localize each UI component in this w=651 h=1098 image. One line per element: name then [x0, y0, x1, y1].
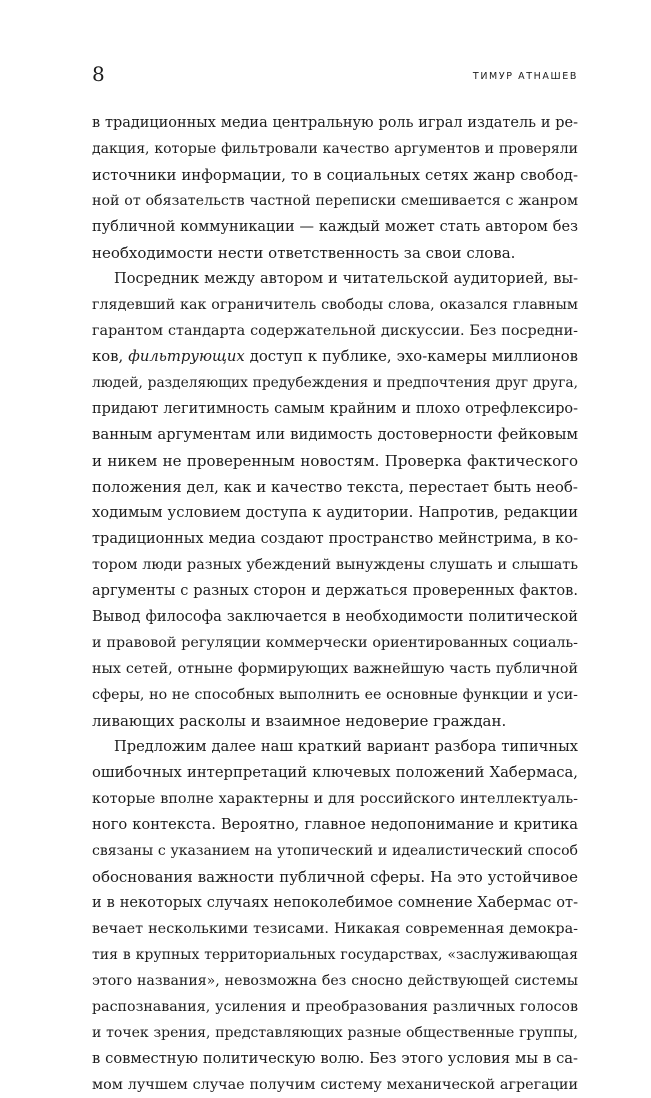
text-line: и никем не проверенным новостям. Проверка фактического — [92, 452, 578, 470]
text-line: ного контекста. Вероятно, главное недопонимание и критика — [92, 816, 578, 833]
text-line: положения дел, как и качество текста, перестает быть необ- — [92, 478, 578, 496]
text-line: людей, разделяющих предубеждения и предпочтения друг друга, — [92, 375, 578, 391]
text-line: аргументы с разных сторон и держаться проверенных фактов. — [92, 582, 578, 599]
text-line: Посредник между автором и читательской аудиторией, вы- — [114, 270, 578, 287]
text-line: ванным аргументам или видимость достоверности фейковым — [92, 426, 578, 443]
italic-word: фильтрующих — [128, 348, 245, 365]
text-line: обоснования важности публичной сферы. На это устойчивое — [92, 868, 578, 886]
text-line: придают легитимность самым крайним и плохо отрефлексиро- — [92, 401, 578, 417]
text-line: ошибочных интерпретаций ключевых положений Хабермаса, — [92, 764, 578, 781]
running-head-author: ТИМУР АТНАШЕВ — [472, 71, 578, 82]
text-line: гарантом стандарта содержательной дискуссии. Без посредни- — [92, 323, 578, 339]
text-line: необходимости нести ответственность за свои слова. — [92, 244, 516, 262]
text-line: мом лучшем случае получим систему механической агрегации — [92, 1077, 578, 1093]
text-line: которые вполне характерны и для российского интеллектуаль- — [92, 791, 578, 807]
text-line — [92, 344, 578, 370]
text-line: и точек зрения, представляющих разные общественные группы, — [92, 1025, 578, 1041]
text-line: связаны с указанием на утопический и идеалистический способ — [92, 843, 578, 859]
text-line: сферы, но не способных выполнить ее основные функции и уси- — [92, 687, 578, 703]
body-text — [92, 110, 578, 1098]
text-line: ливающих расколы и взаимное недоверие граждан. — [92, 712, 507, 730]
text-line: ных сетей, отныне формирующих важнейшую часть публичной — [92, 661, 578, 677]
text-line: распознавания, усиления и преобразования различных голосов — [92, 999, 578, 1015]
text-line: Предложим далее наш краткий вариант разбора типичных — [114, 738, 578, 755]
text-line: в традиционных медиа центральную роль играл издатель и ре- — [92, 115, 578, 131]
text-line: этого названия», невозможна без сносно действующей системы — [92, 973, 578, 989]
text-line: тором люди разных убеждений вынуждены слушать и слышать — [92, 557, 578, 573]
text-line: глядевший как ограничитель свободы слова, оказался главным — [92, 297, 578, 313]
text-line: тия в крупных территориальных государствах, «заслуживающая — [92, 947, 578, 963]
text-line: и правовой регуляции коммерчески ориентированных социаль- — [92, 635, 578, 651]
page-header — [92, 60, 578, 90]
text-line: источники информации, то в социальных сетях жанр свобод- — [92, 166, 578, 184]
text-line: традиционных медиа создают пространство мейнстрима, в ко- — [92, 531, 578, 547]
text-line: и в некоторых случаях непоколебимое сомнение Хабермас от- — [92, 894, 578, 911]
text-line: Вывод философа заключается в необходимости политической — [92, 608, 578, 625]
text-line: в совместную политическую волю. Без этого условия мы в са- — [92, 1050, 578, 1067]
text-line: вечает несколькими тезисами. Никакая современная демокра- — [92, 921, 578, 937]
text-segment: доступ к публике, эхо-камеры миллионов — [244, 348, 578, 365]
text-line: публичной коммуникации — каждый может стать автором без — [92, 219, 578, 235]
text-line: ходимым условием доступа к аудитории. Напротив, редакции — [92, 504, 578, 521]
text-line: дакция, которые фильтровали качество аргументов и проверяли — [92, 141, 578, 157]
text-segment: ков, — [92, 348, 129, 365]
page-number: 8 — [92, 62, 105, 86]
text-line: ной от обязательств частной переписки смешивается с жанром — [92, 193, 578, 209]
